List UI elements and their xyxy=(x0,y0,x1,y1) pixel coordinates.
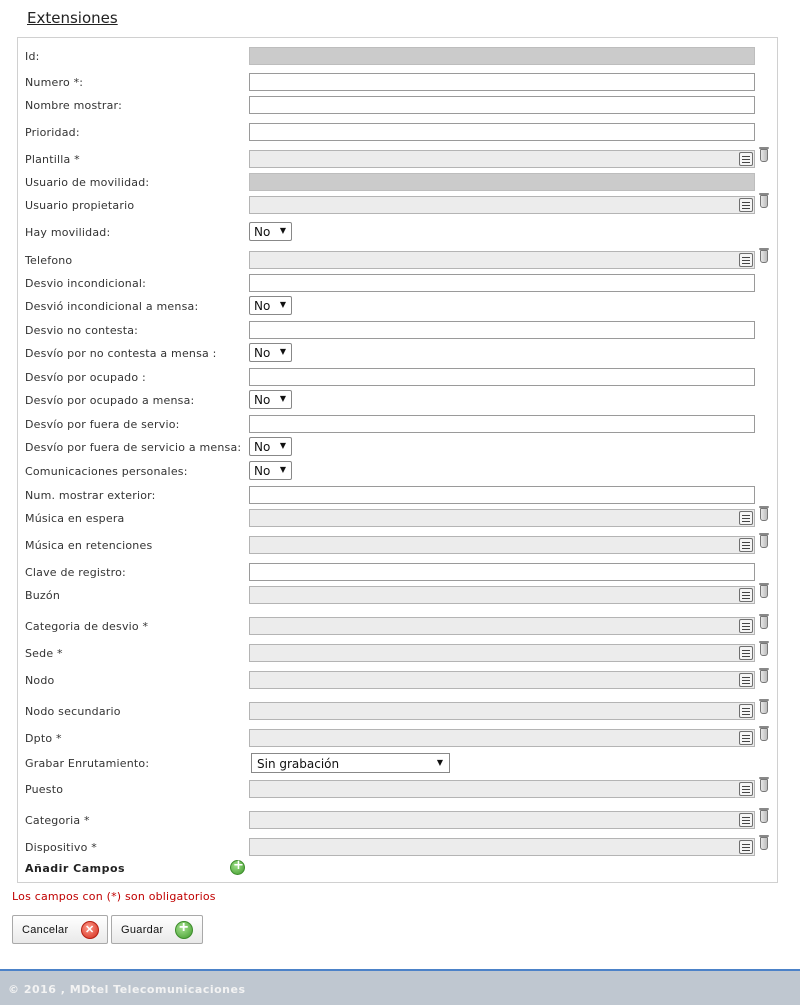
num-mostrar-exterior-input[interactable] xyxy=(249,486,755,504)
save-button-label: Guardar xyxy=(121,924,164,936)
extension-form xyxy=(17,37,778,883)
field-row-nodo xyxy=(18,671,778,691)
field-row-usuario-propietario xyxy=(18,196,778,216)
trash-icon[interactable] xyxy=(760,195,768,208)
field-row-desvio-incondicional-a-mensa xyxy=(18,297,778,317)
field-label: Usuario propietario xyxy=(25,199,135,212)
field-row-categoria-de-desvio xyxy=(18,617,778,637)
field-row-hay-movilidad xyxy=(18,223,778,243)
field-row-desvio-por-fuera-de-servio xyxy=(18,415,778,435)
field-row-num-mostrar-exterior xyxy=(18,486,778,506)
chevron-down-icon: ▼ xyxy=(436,758,443,767)
list-icon[interactable] xyxy=(739,588,753,602)
field-row-desvio-por-ocupado-a-mensa xyxy=(18,391,778,411)
field-label: Num. mostrar exterior: xyxy=(25,489,156,502)
field-row-musica-en-espera xyxy=(18,509,778,529)
numero-input[interactable] xyxy=(249,73,755,91)
dpto-lookup-field[interactable] xyxy=(249,729,755,747)
trash-icon[interactable] xyxy=(760,616,768,629)
field-label: Desvío por ocupado : xyxy=(25,371,146,384)
field-label: Prioridad: xyxy=(25,126,80,139)
field-row-telefono xyxy=(18,251,778,271)
field-label: Buzón xyxy=(25,589,60,602)
field-row-desvio-por-ocupado xyxy=(18,368,778,388)
field-label: Grabar Enrutamiento: xyxy=(25,757,150,770)
nodo-secundario-lookup-field[interactable] xyxy=(249,702,755,720)
field-label: Desvío por fuera de servicio a mensa: xyxy=(25,441,242,454)
field-label: Numero *: xyxy=(25,76,84,89)
grabar-enrutamiento-select[interactable] xyxy=(251,753,450,773)
field-row-numero xyxy=(18,73,778,93)
trash-icon[interactable] xyxy=(760,250,768,263)
hay-movilidad-select[interactable] xyxy=(249,222,292,241)
trash-icon[interactable] xyxy=(760,508,768,521)
trash-icon[interactable] xyxy=(760,643,768,656)
trash-icon[interactable] xyxy=(760,728,768,741)
desvio-no-contesta-input[interactable] xyxy=(249,321,755,339)
field-row-desvio-incondicional xyxy=(18,274,778,294)
desvio-incondicional-a-mensa-select[interactable] xyxy=(249,296,292,315)
field-row-desvio-por-no-contesta-a-mensa xyxy=(18,344,778,364)
list-icon[interactable] xyxy=(739,673,753,687)
desvio-por-ocupado-a-mensa-select[interactable] xyxy=(249,390,292,409)
field-label: Nombre mostrar: xyxy=(25,99,122,112)
chevron-down-icon: ▼ xyxy=(279,300,286,309)
buzon-lookup-field[interactable] xyxy=(249,586,755,604)
trash-icon[interactable] xyxy=(760,779,768,792)
field-row-clave-de-registro xyxy=(18,563,778,583)
field-row-sede xyxy=(18,644,778,664)
puesto-lookup-field[interactable] xyxy=(249,780,755,798)
trash-icon[interactable] xyxy=(760,670,768,683)
footer-copyright: © 2016 , MDtel Telecomunicaciones xyxy=(8,983,246,996)
list-icon[interactable] xyxy=(739,198,753,212)
nodo-lookup-field[interactable] xyxy=(249,671,755,689)
cancel-button-label: Cancelar xyxy=(22,924,69,936)
cancel-icon xyxy=(81,921,99,939)
field-label: Dpto * xyxy=(25,732,62,745)
musica-en-espera-lookup-field[interactable] xyxy=(249,509,755,527)
select-value: No xyxy=(254,393,271,407)
list-icon[interactable] xyxy=(739,538,753,552)
list-icon[interactable] xyxy=(739,511,753,525)
telefono-lookup-field[interactable] xyxy=(249,251,755,269)
field-label: Usuario de movilidad: xyxy=(25,176,150,189)
comunicaciones-personales-select[interactable] xyxy=(249,461,292,480)
field-row-usuario-de-movilidad xyxy=(18,173,778,193)
categoria-de-desvio-lookup-field[interactable] xyxy=(249,617,755,635)
select-value: No xyxy=(254,299,271,313)
field-label: Desvio no contesta: xyxy=(25,324,139,337)
field-label: Categoria de desvio * xyxy=(25,620,149,633)
select-value: Sin grabación xyxy=(257,757,340,771)
list-icon[interactable] xyxy=(739,646,753,660)
field-label: Hay movilidad: xyxy=(25,226,111,239)
select-value: No xyxy=(254,346,271,360)
field-label: Plantilla * xyxy=(25,153,80,166)
add-field-icon[interactable] xyxy=(230,860,245,875)
select-value: No xyxy=(254,225,271,239)
field-label: Desvió incondicional a mensa: xyxy=(25,300,199,313)
list-icon[interactable] xyxy=(739,253,753,267)
field-label: Desvío por no contesta a mensa : xyxy=(25,347,217,360)
sede-lookup-field[interactable] xyxy=(249,644,755,662)
chevron-down-icon: ▼ xyxy=(279,347,286,356)
trash-icon[interactable] xyxy=(760,149,768,162)
trash-icon[interactable] xyxy=(760,585,768,598)
field-label: Clave de registro: xyxy=(25,566,126,579)
field-label: Categoria * xyxy=(25,814,90,827)
field-row-desvio-por-fuera-de-servicio-a-mensa xyxy=(18,438,778,458)
list-icon[interactable] xyxy=(739,782,753,796)
list-icon[interactable] xyxy=(739,813,753,827)
field-row-desvio-no-contesta xyxy=(18,321,778,341)
select-value: No xyxy=(254,464,271,478)
field-label: Desvío por fuera de servio: xyxy=(25,418,180,431)
field-label: Telefono xyxy=(25,254,73,267)
trash-icon[interactable] xyxy=(760,701,768,714)
clave-de-registro-input[interactable] xyxy=(249,563,755,581)
cancel-button[interactable] xyxy=(12,915,108,944)
add-fields-label: Añadir Campos xyxy=(25,862,126,875)
select-value: No xyxy=(254,440,271,454)
footer xyxy=(0,969,800,1005)
field-label: Nodo xyxy=(25,674,55,687)
id-input xyxy=(249,47,755,65)
save-icon xyxy=(175,921,193,939)
field-label: Nodo secundario xyxy=(25,705,121,718)
list-icon[interactable] xyxy=(739,731,753,745)
field-label: Sede * xyxy=(25,647,63,660)
field-row-plantilla xyxy=(18,150,778,170)
desvio-por-fuera-de-servicio-a-mensa-select[interactable] xyxy=(249,437,292,456)
field-row-buzon xyxy=(18,586,778,606)
field-label: Desvío por ocupado a mensa: xyxy=(25,394,195,407)
usuario-de-movilidad-input xyxy=(249,173,755,191)
usuario-propietario-lookup-field[interactable] xyxy=(249,196,755,214)
page-title: Extensiones xyxy=(27,9,118,27)
field-label: Id: xyxy=(25,50,40,63)
field-row-nodo-secundario xyxy=(18,702,778,722)
musica-en-retenciones-lookup-field[interactable] xyxy=(249,536,755,554)
chevron-down-icon: ▼ xyxy=(279,465,286,474)
chevron-down-icon: ▼ xyxy=(279,226,286,235)
field-row-id xyxy=(18,47,778,67)
list-icon[interactable] xyxy=(739,152,753,166)
field-row-nombre-mostrar xyxy=(18,96,778,116)
desvio-por-fuera-de-servio-input[interactable] xyxy=(249,415,755,433)
desvio-por-ocupado-input[interactable] xyxy=(249,368,755,386)
field-label: Desvio incondicional: xyxy=(25,277,147,290)
chevron-down-icon: ▼ xyxy=(279,394,286,403)
field-label: Música en retenciones xyxy=(25,539,153,552)
trash-icon[interactable] xyxy=(760,810,768,823)
categoria-lookup-field[interactable] xyxy=(249,811,755,829)
field-row-puesto xyxy=(18,780,778,800)
list-icon[interactable] xyxy=(739,840,753,854)
save-button[interactable] xyxy=(111,915,203,944)
desvio-incondicional-input[interactable] xyxy=(249,274,755,292)
field-label: Puesto xyxy=(25,783,64,796)
desvio-por-no-contesta-a-mensa-select[interactable] xyxy=(249,343,292,362)
chevron-down-icon: ▼ xyxy=(279,441,286,450)
trash-icon[interactable] xyxy=(760,837,768,850)
field-row-dpto xyxy=(18,729,778,749)
field-label: Dispositivo * xyxy=(25,841,97,854)
field-row-grabar-enrutamiento xyxy=(18,754,778,774)
field-row-prioridad xyxy=(18,123,778,143)
field-label: Comunicaciones personales: xyxy=(25,465,188,478)
field-row-dispositivo xyxy=(18,838,778,858)
field-row-musica-en-retenciones xyxy=(18,536,778,556)
required-fields-note: Los campos con (*) son obligatorios xyxy=(12,890,216,903)
prioridad-input[interactable] xyxy=(249,123,755,141)
field-row-categoria xyxy=(18,811,778,831)
field-row-comunicaciones-personales xyxy=(18,462,778,482)
field-label: Música en espera xyxy=(25,512,125,525)
list-icon[interactable] xyxy=(739,704,753,718)
dispositivo-lookup-field[interactable] xyxy=(249,838,755,856)
plantilla-lookup-field[interactable] xyxy=(249,150,755,168)
nombre-mostrar-input[interactable] xyxy=(249,96,755,114)
trash-icon[interactable] xyxy=(760,535,768,548)
list-icon[interactable] xyxy=(739,619,753,633)
